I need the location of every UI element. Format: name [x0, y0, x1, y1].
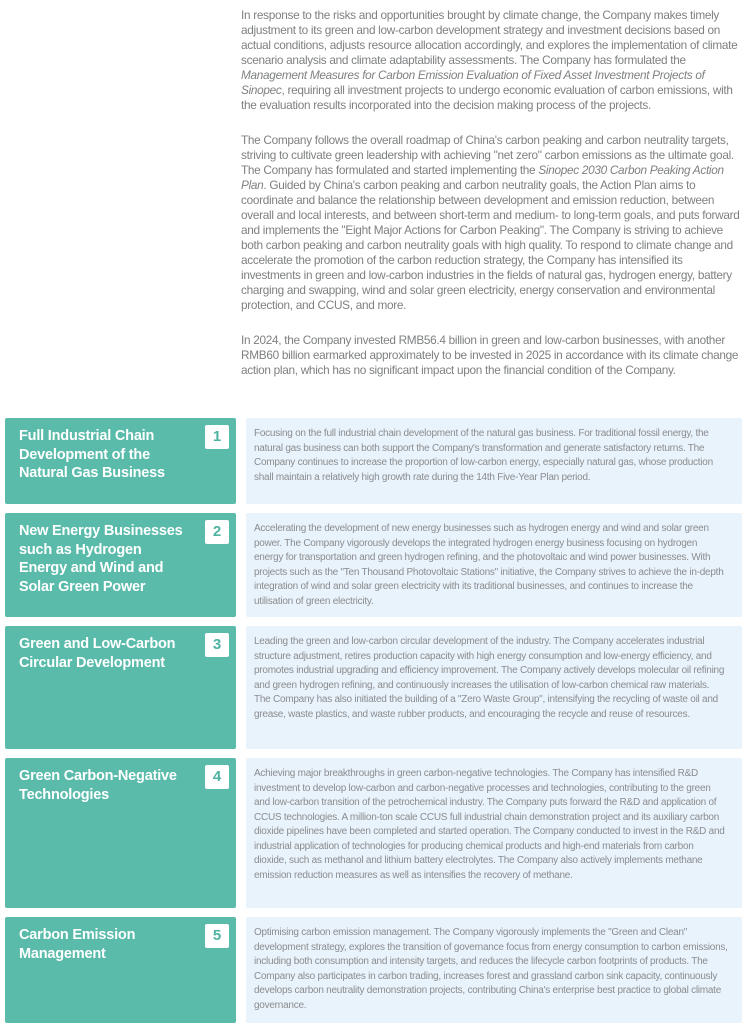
cited-document-title: Sinopec 2030 Carbon Peaking Action Plan — [241, 163, 724, 192]
action-number-badge: 1 — [205, 425, 229, 449]
action-row — [5, 418, 742, 504]
action-number-badge: 2 — [205, 520, 229, 544]
action-description: Leading the green and low-carbon circular development of the industry. The Company accelerates industrial structure adjustment, retires production capacity with high energy consumption and low-energy efficiency, and promotes industrial upgrading and efficiency improvement. The Company actively develops molecular oil refining and green hydrogen refining, and continuously increases the utilisation of low-carbon chemical raw materials. The Company has also initiated the building of a "Zero Waste Group", intensifying the recycling of waste oil and grease, waste plastics, and waste rubber products, and encouraging the recycle and reuse of resources. — [254, 636, 725, 720]
action-label: New Energy Businesses such as Hydrogen Energy and Wind and Solar Green Power — [19, 523, 183, 595]
action-description-card — [246, 758, 742, 908]
action-number-badge: 5 — [205, 924, 229, 948]
paragraph-text: In 2024, the Company invested RMB56.4 billion in green and low-carbon businesses, with another RMB60 billion earmarked approximately to be invested in 2025 in accordance with its climate change action plan, which has no significant impact upon the financial condition of the Company. — [241, 333, 739, 377]
action-label-card — [5, 418, 236, 504]
intro-section — [241, 8, 742, 398]
paragraph-text: In response to the risks and opportunities brought by climate change, the Company makes timely adjustment to its green and low-carbon development strategy and investment decisions based on actual conditions, adjusts resource allocation accordingly, and explores the implementation of climate scenario analysis and climate adaptability assessments. The Company has formulated the — [241, 8, 738, 67]
action-description-card — [246, 917, 742, 1023]
action-description-card — [246, 418, 742, 504]
action-label: Green and Low-Carbon Circular Development — [19, 636, 176, 671]
action-row — [5, 513, 742, 617]
action-description-card — [246, 626, 742, 749]
cited-document-title: Management Measures for Carbon Emission Evaluation of Fixed Asset Investment Projects of Sinopec — [241, 68, 705, 97]
action-description: Accelerating the development of new energy businesses such as hydrogen energy and wind and solar green power. The Company vigorously develops the integrated hydrogen energy business focusing on hydrogen energy for transportation and green hydrogen refining, and the photovoltaic and wind power businesses. With projects such as the "Ten Thousand Photovoltaic Stations" initiative, the Company strives to achieve the in-depth integration of wind and solar green electricity with its traditional businesses, and continues to increase the utilisation of green electricity. — [254, 523, 724, 607]
action-label: Carbon Emission Management — [19, 927, 136, 962]
action-description: Achieving major breakthroughs in green carbon-negative technologies. The Company has intensified R&D investment to develop low-carbon and carbon-negative processes and technologies, contributing to the green and low-carbon transition of the petrochemical industry. The Company puts forward the R&D and application of CCUS technologies. A million-ton scale CCUS full industrial chain demonstration project and its auxiliary carbon dioxide pipelines have been completed and started operation. The Company conducted to invest in the R&D and industrial application of technologies for producing chemical products and high-end materials from carbon dioxide, such as methanol and lithium battery electrolytes. The Company also actively implements methane emission reduction measures as well as intensifies the recovery of methane. — [254, 768, 725, 881]
intro-paragraph-1 — [241, 8, 742, 113]
paragraph-text: . Guided by China's carbon peaking and carbon neutrality goals, the Action Plan aims to coordinate and balance the relationship between development and emission reduction, between overall and local interests, and between short-term and medium- to long-term goals, and puts forward and implements the "Eight Major Actions for Carbon Peaking". The Company is striving to achieve both carbon peaking and carbon neutrality goals with high quality. To respond to climate change and accelerate the promotion of the carbon reduction strategy, the Company has intensified its investments in green and low-carbon industries in the fields of natural gas, hydrogen energy, battery charging and swapping, wind and solar green electricity, energy conservation and environmental protection, and CCUS, and more. — [241, 178, 740, 312]
intro-paragraph-3 — [241, 333, 742, 378]
action-row — [5, 917, 742, 1023]
action-label: Full Industrial Chain Development of the Natural Gas Business — [19, 428, 165, 481]
paragraph-text: The Company follows the overall roadmap of China's carbon peaking and carbon neutrality targets, striving to cultivate green leadership with achieving "net zero" carbon emissions as the ultimate goal. The Company has formulated and started implementing the — [241, 133, 734, 177]
action-number-badge: 3 — [205, 633, 229, 657]
action-description: Optimising carbon emission management. The Company vigorously implements the "Green and Clean" development strategy, explores the transition of governance focus from energy consumption to carbon emissions, including both consumption and intensity targets, and reduces the lifecycle carbon footprints of products. The Company also participates in carbon trading, increases forest and grassland carbon sink capacity, continuously develops carbon neutrality demonstration projects, contributing China's enterprise best practice to global climate governance. — [254, 927, 728, 1011]
paragraph-text: , requiring all investment projects to undergo economic evaluation of carbon emissions, with the evaluation results incorporated into the decision making process of the projects. — [241, 83, 733, 112]
action-number-badge: 4 — [205, 765, 229, 789]
action-label-card — [5, 758, 236, 908]
action-label: Green Carbon-Negative Technologies — [19, 768, 177, 803]
action-row — [5, 758, 742, 908]
action-row — [5, 626, 742, 749]
carbon-actions-list — [5, 418, 742, 1025]
action-description-card — [246, 513, 742, 617]
intro-paragraph-2 — [241, 133, 742, 313]
action-label-card — [5, 626, 236, 749]
action-label-card — [5, 513, 236, 617]
action-label-card — [5, 917, 236, 1023]
action-description: Focusing on the full industrial chain development of the natural gas business. For traditional fossil energy, the natural gas business can both support the Company's transformation and generate satisfactory returns. The Company continues to increase the proportion of low-carbon energy, especially natural gas, whose production shall maintain a relatively high growth rate during the 14th Five-Year Plan period. — [254, 428, 713, 483]
